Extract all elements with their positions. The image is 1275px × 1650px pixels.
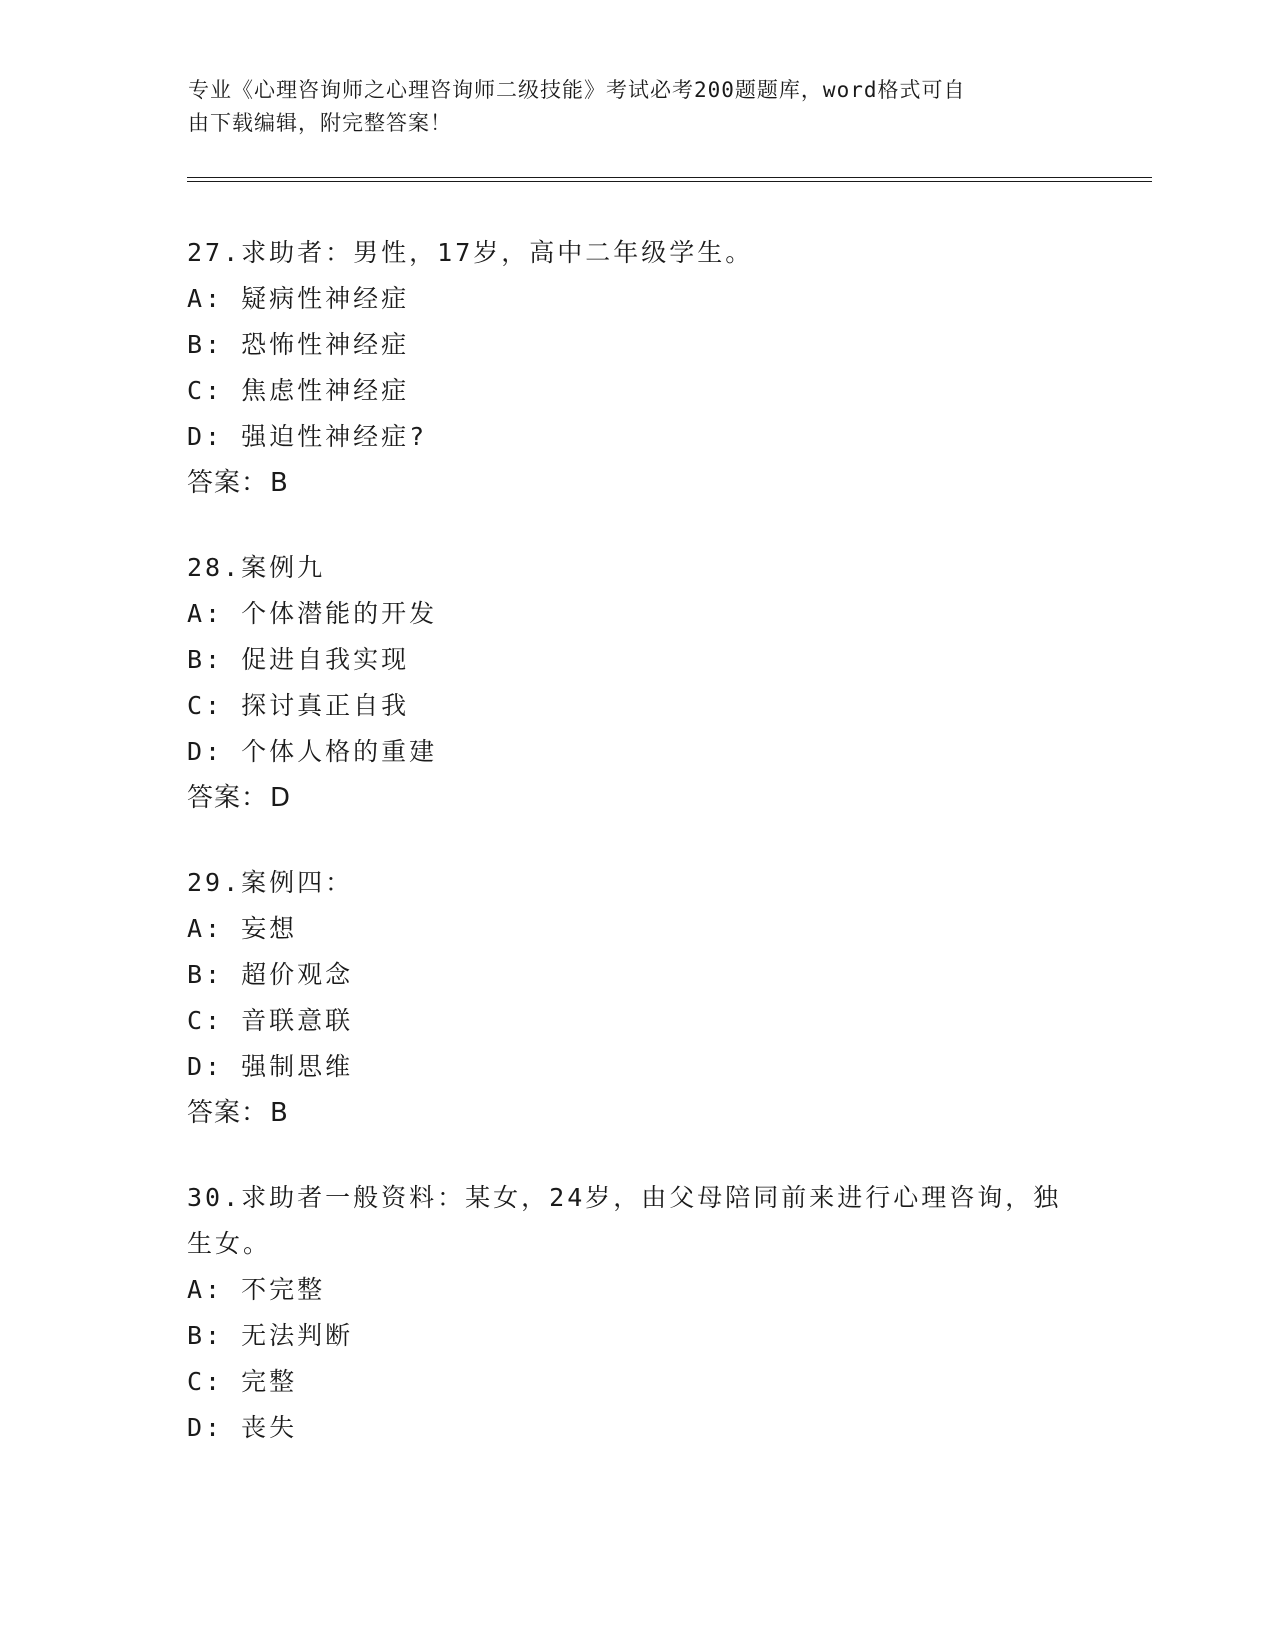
option-d: D: 丧失 xyxy=(187,1413,298,1442)
question-list xyxy=(187,230,1087,1490)
header-divider-top xyxy=(187,177,1152,178)
option-d: D: 强迫性神经症? xyxy=(187,422,428,451)
question-stem: 30.求助者一般资料：某女，24岁，由父母陪同前来进行心理咨询，独 生女。 xyxy=(187,1183,1062,1258)
option-a: A: 不完整 xyxy=(187,1275,326,1304)
question-27 xyxy=(187,230,1087,506)
option-b: B: 无法判断 xyxy=(187,1321,354,1350)
question-29 xyxy=(187,860,1087,1136)
answer-value: D xyxy=(270,783,292,813)
option-a: A: 妄想 xyxy=(187,914,298,943)
answer-label: 答案： xyxy=(187,1098,269,1128)
answer-value: B xyxy=(270,468,289,498)
option-d: D: 个体人格的重建 xyxy=(187,737,438,766)
answer-line xyxy=(187,460,1087,506)
option-b: B: 恐怖性神经症 xyxy=(187,330,410,359)
question-30 xyxy=(187,1175,1087,1451)
answer-value: B xyxy=(270,1098,289,1128)
answer-label: 答案： xyxy=(187,468,269,498)
option-a: A: 疑病性神经症 xyxy=(187,284,410,313)
option-a: A: 个体潜能的开发 xyxy=(187,599,438,628)
answer-label: 答案： xyxy=(187,783,269,813)
question-stem: 27.求助者：男性，17岁，高中二年级学生。 xyxy=(187,238,754,267)
option-b: B: 促进自我实现 xyxy=(187,645,410,674)
option-c: C: 探讨真正自我 xyxy=(187,691,410,720)
option-b: B: 超价观念 xyxy=(187,960,354,989)
option-c: C: 焦虑性神经症 xyxy=(187,376,410,405)
option-c: C: 音联意联 xyxy=(187,1006,354,1035)
answer-line xyxy=(187,775,1087,821)
question-stem: 28.案例九 xyxy=(187,553,326,582)
question-stem: 29.案例四： xyxy=(187,868,354,897)
question-28 xyxy=(187,545,1087,821)
document-header: 专业《心理咨询师之心理咨询师二级技能》考试必考200题题库，word格式可自 由下载编辑，附完整答案！ xyxy=(188,78,966,135)
answer-line xyxy=(187,1090,1087,1136)
header-divider-bottom xyxy=(187,181,1152,182)
option-d: D: 强制思维 xyxy=(187,1052,354,1081)
option-c: C: 完整 xyxy=(187,1367,298,1396)
